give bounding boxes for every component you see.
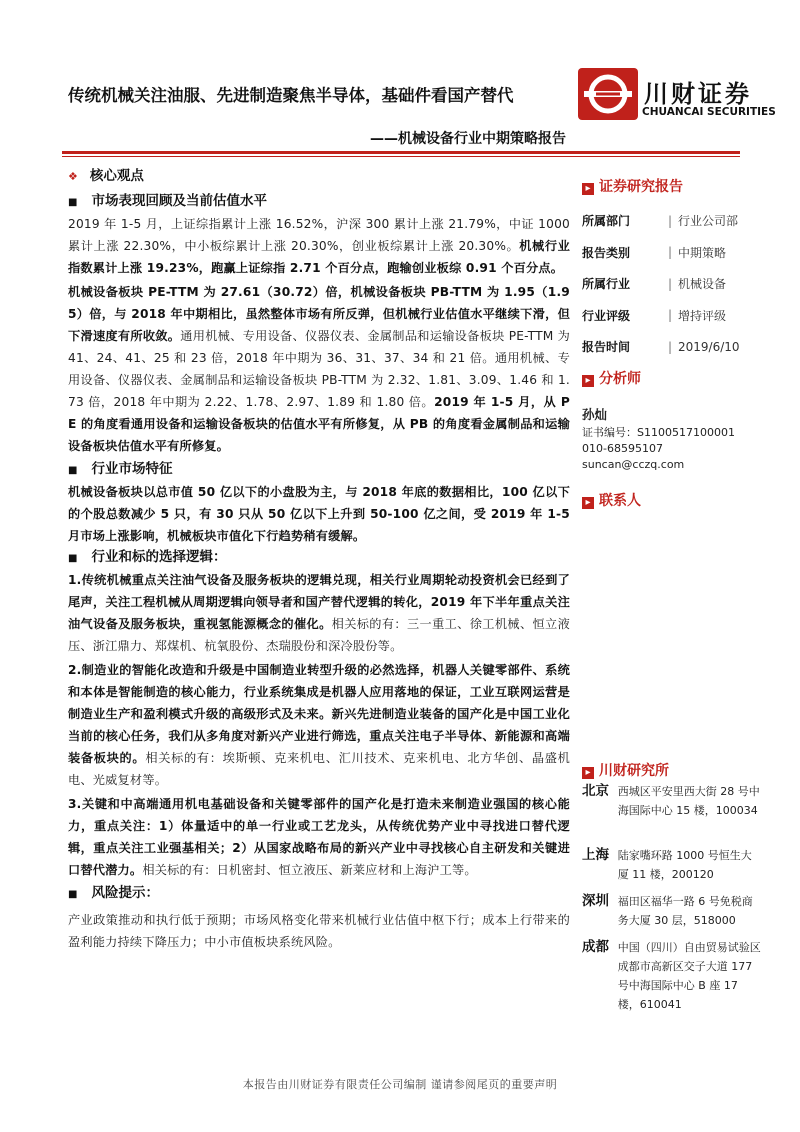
diamond-bullet-icon: ❖ — [68, 170, 78, 183]
office-shenzhen: 深圳 福田区福华一路 6 号免税商务大厦 30 层，518000 — [582, 893, 753, 927]
analyst-heading: ▸ 分析师 — [582, 368, 641, 388]
report-type-heading: ▸ 证券研究报告 — [582, 176, 683, 196]
paragraph-market-performance: 2019 年 1-5 月，上证综指累计上涨 16.52%，沪深 300 累计上涨 21.79%，中证 1000 累计上涨 22.30%，中小板综累计上涨 20.30%，创业板综累计上涨 20.30%。机械行业指数累计上涨 19.23%，跑赢上证综指 2.71 个百分点，跑输创业板综 0.91 个百分点。 — [68, 217, 570, 275]
square-bullet-icon: ■ — [68, 553, 78, 564]
square-bullet-icon: ■ — [68, 465, 78, 476]
analyst-email[interactable]: suncan@cczq.com — [582, 458, 685, 471]
office-beijing: 北京 西城区平安里西大街 28 号中海国际中心 15 楼，100034 — [582, 783, 760, 817]
office-chengdu: 成都 中国（四川）自由贸易试验区成都市高新区交子大道 177 号中海国际中心 B 座 17 楼，610041 — [582, 939, 761, 1011]
arrow-bullet-icon: ▸ — [582, 375, 594, 387]
arrow-bullet-icon: ▸ — [582, 767, 594, 779]
core-views-section — [68, 166, 570, 953]
core-views-heading: ❖ 核心观点 — [68, 168, 144, 184]
footer-disclaimer: 本报告由川财证券有限责任公司编制 谨请参阅尾页的重要声明 — [242, 1078, 558, 1091]
analyst-phone: 010-68595107 — [582, 442, 663, 455]
paragraph-market-features: 机械设备板块以总市值 50 亿以下的小盘股为主，与 2018 年底的数据相比，100 亿以下的个股总数减少 5 只，有 30 只从 50 亿以下上升到 50-100 亿之间，受 2019 年 1-5 月市场上涨影响，机械板块市值化下行趋势稍有缓解。 — [68, 485, 570, 543]
info-row-department: 所属部门 | 行业公司部 — [582, 213, 739, 229]
chuancai-logo-icon — [578, 68, 638, 120]
section-heading-selection-logic: ■ 行业和标的选择逻辑： — [68, 549, 227, 565]
header-divider-thin — [62, 156, 740, 157]
arrow-bullet-icon: ▸ — [582, 497, 594, 509]
paragraph-logic-2: 2.制造业的智能化改造和升级是中国制造业转型升级的必然选择，机器人关键零部件、系统和本体是智能制造的核心能力，行业系统集成是机器人应用落地的保证，工业互联网运营是制造业生产和盈利模式升级的高级形式及未来。新兴先进制造业装备的国产化是中国工业化当前的核心任务，我们从多角度对新兴产业进行筛选，重点关注电子半导体、新能源和高端装备板块的。相关标的有：埃斯顿、克来机电、汇川技术、克来机电、北方华创、晶盛机电、光威复材等。 — [68, 663, 570, 787]
info-row-category: 报告类别 | 中期策略 — [582, 245, 727, 260]
analyst-cert: 证书编号：S1100517100001 — [582, 426, 735, 439]
section-heading-risk: ■ 风险提示： — [68, 885, 159, 901]
section-heading-market-review: ■ 市场表现回顾及当前估值水平 — [68, 193, 267, 209]
arrow-bullet-icon: ▸ — [582, 183, 594, 195]
info-row-date: 报告时间 | 2019/6/10 — [582, 339, 740, 355]
report-info-table — [582, 205, 742, 363]
report-subtitle: ——机械设备行业中期策略报告 — [370, 131, 566, 147]
report-title: 传统机械关注油服、先进制造聚焦半导体，基础件看国产替代 — [68, 86, 514, 105]
info-row-industry: 所属行业 | 机械设备 — [582, 276, 727, 292]
contact-heading: ▸ 联系人 — [582, 490, 641, 510]
institute-heading: ▸ 川财研究所 — [582, 760, 669, 780]
square-bullet-icon: ■ — [68, 889, 78, 900]
analyst-info — [582, 405, 735, 473]
paragraph-valuation: 机械设备板块 PE-TTM 为 27.61（30.72）倍，机械设备板块 PB-TTM 为 1.95（1.95）倍，与 2018 年中期相比，虽然整体市场有所反弹，但机械行业估值水平继续下滑，但下滑速度有所收敛。通用机械、专用设备、仪器仪表、金属制品和运输设备板块 PE-TTM 为 41、24、41、25 和 23 倍，2018 年中期为 36、31、37、34 和 21 倍。通用机械、专用设备、仪器仪表、金属制品和运输设备板块 PB-TTM 为 2.32、1.81、3.09、1.46 和 1.73 倍，2018 年中期为 2.22、1.78、2.97、1.89 和 1.80 倍。2019 年 1-5 月，从 PE 的角度看通用设备和运输设备板块的估值水平有所修复，从 PB 的角度看金属制品和运输设备板块估值水平有所修复。 — [68, 285, 570, 453]
paragraph-logic-3: 3.关键和中高端通用机电基础设备和关键零部件的国产化是打造未来制造业强国的核心能力，重点关注：1）体量适中的单一行业或工艺龙头，从传统优势产业中寻找进口替代逻辑，重点关注工业强基相关；2）从国家战略布局的新兴产业中寻找核心自主研发和关键进口替代潜力。相关标的有：日机密封、恒立液压、新莱应材和上海沪工等。 — [68, 797, 570, 877]
office-shanghai: 上海 陆家嘴环路 1000 号恒生大厦 11 楼，200120 — [582, 847, 752, 881]
paragraph-logic-1: 1.传统机械重点关注油气设备及服务板块的逻辑兑现，相关行业周期轮动投资机会已经到了尾声，关注工程机械从周期逻辑向领导者和国产替代逻辑的转化，2019 年下半年重点关注油气设备及服务板块，重视氢能源概念的催化。相关标的有：三一重工、徐工机械、恒立液压、浙江鼎力、郑煤机、杭氧股份、杰瑞股份和深冷股份等。 — [68, 573, 570, 653]
info-row-rating: 行业评级 | 增持评级 — [582, 308, 727, 323]
logo-english-name: CHUANCAI SECURITIES — [642, 106, 776, 118]
logo-chinese-name: 川财证券 — [644, 80, 752, 108]
square-bullet-icon: ■ — [68, 197, 78, 208]
section-heading-market-features: ■ 行业市场特征 — [68, 461, 173, 477]
analyst-name: 孙灿 — [582, 407, 608, 422]
header-divider — [62, 151, 740, 154]
paragraph-risk: 产业政策推动和执行低于预期；市场风格变化带来机械行业估值中枢下行；成本上行带来的盈利能力持续下降压力；中小市值板块系统风险。 — [68, 913, 570, 949]
